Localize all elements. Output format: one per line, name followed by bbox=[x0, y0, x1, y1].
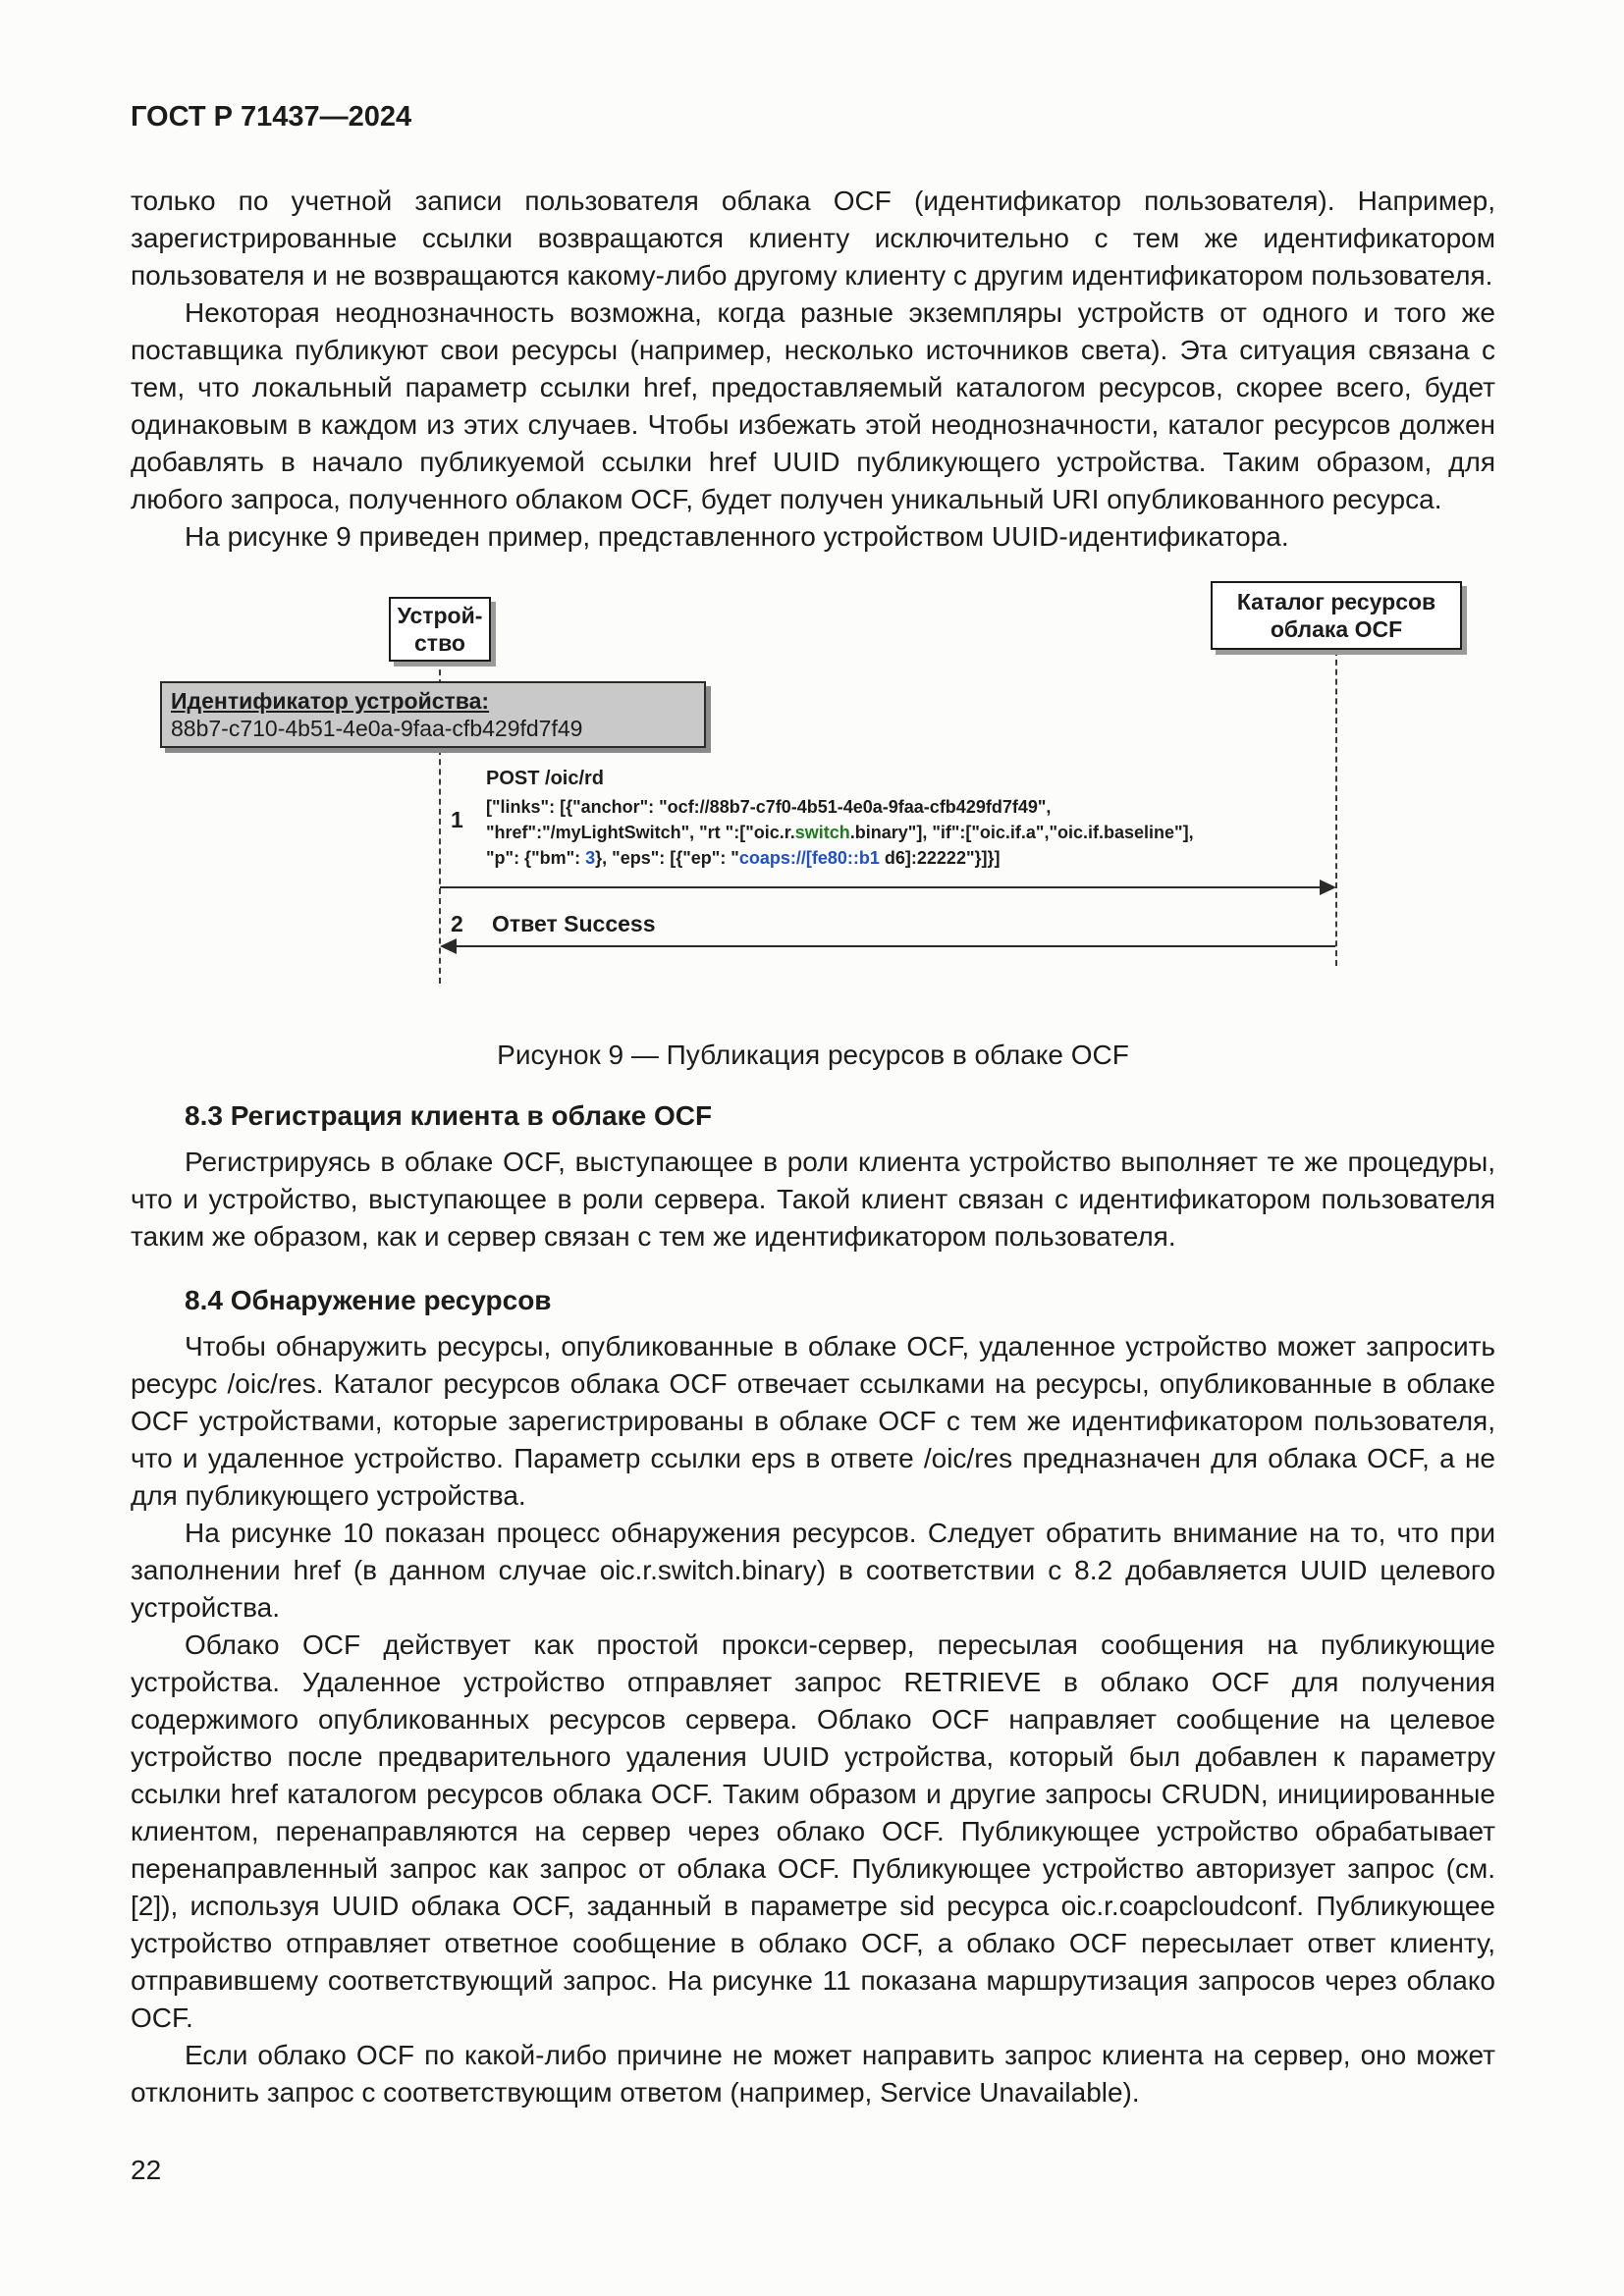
section-8-3-heading: 8.3 Регистрация клиента в облаке OCF bbox=[185, 1100, 713, 1131]
payload-segment: "}]}] bbox=[965, 848, 1001, 868]
device-actor-label-line-1: Устрой- bbox=[397, 603, 483, 628]
device-id-note-uuid: 88b7-c710-4b51-4e0a-9faa-cfb429fd7f49 bbox=[171, 716, 583, 741]
message-1-arrow bbox=[440, 886, 1322, 888]
message-2-label: Ответ Success bbox=[492, 911, 656, 936]
message-1-payload-line-2 bbox=[486, 820, 1340, 845]
message-1-payload-line-1 bbox=[486, 794, 1340, 820]
figure-9-sequence-diagram bbox=[131, 581, 1495, 998]
message-2-arrow bbox=[456, 945, 1335, 947]
device-id-note bbox=[160, 681, 706, 748]
message-2-number: 2 bbox=[451, 911, 463, 936]
section-8-4-paragraph-4: Если облако OCF по какой-либо причине не может направить запрос клиента на сервер, оно может отклонить запрос с соответствующим ответом (например, Service Unavailable). bbox=[131, 2040, 1495, 2108]
message-1-title: POST /oic/rd bbox=[486, 768, 605, 789]
section-8-3-paragraph-1: Регистрируясь в облаке OCF, выступающее в роли клиента устройство выполняет те же процедуры, что и устройство, выступающее в роли сервера. Такой клиент связан с идентификатором пользователя таким же образом, как и сервер связан с тем же идентификатором пользователя. bbox=[131, 1147, 1495, 1252]
payload-segment: d6]:22222 bbox=[879, 848, 966, 868]
catalog-actor-label-line-1: Каталог ресурсов bbox=[1236, 589, 1436, 614]
section-8-4-paragraph-3: Облако OCF действует как простой прокси-сервер, пересылая сообщения на публикующие устройства. Удаленное устройство отправляет запрос RETRIEVE в облако OCF для получения содержимого опубликованных ресурсов сервера. Облако OCF направляет сообщение на целевое устройство после предварительного удаления UUID устройства, который был добавлен к параметру ссылки href каталогом ресурсов облака OCF. Таким образом и другие запросы CRUDN, инициированные клиентом, перенаправляются на сервер через облако OCF. Публикующее устройство обрабатывает перенаправленный запрос как запрос от облака OCF. Публикующее устройство авторизует запрос (см. [2]), используя UUID облака OCF, заданный в параметре sid ресурса oic.r.coapcloudconf. Публикующее устройство отправляет ответное сообщение в облако OCF, а облако OCF пересылает ответ клиенту, отправившему соответствующий запрос. На рисунке 11 показана маршрутизация запросов через облако OCF. bbox=[131, 1629, 1495, 2033]
device-id-note-title: Идентификатор устройства: bbox=[171, 688, 490, 714]
payload-segment: switch bbox=[794, 823, 850, 842]
paragraph-intro-2: Некоторая неоднозначность возможна, когда разные экземпляры устройств от одного и того же поставщика публикуют свои ресурсы (например, несколько источников света). Эта ситуация связана с тем, что локальный параметр ссылки href, предоставляемый каталогом ресурсов, скорее всего, будет одинаковым в каждом из этих случаев. Чтобы избежать этой неоднозначности, каталог ресурсов должен добавлять в начало публикуемой ссылки href UUID публикующего устройства. Таким образом, для любого запроса, полученного облаком OCF, будет получен уникальный URI опубликованного ресурса. bbox=[131, 297, 1495, 514]
section-8-4-paragraph-1: Чтобы обнаружить ресурсы, опубликованные в облаке OCF, удаленное устройство может запросить ресурс /oic/res. Каталог ресурсов облака OCF отвечает ссылками на ресурсы, опубликованные в облаке OCF устройствами, которые зарегистрированы в облаке OCF с тем же идентификатором пользователя, что и удаленное устройство. Параметр ссылки eps в ответе /oic/res предназначен для облака OCF, а не для публикующего устройства. bbox=[131, 1331, 1495, 1511]
message-1-number: 1 bbox=[451, 807, 463, 832]
payload-segment: coaps://[fe80::b1 bbox=[738, 848, 880, 868]
payload-segment: "p": {"bm": bbox=[486, 848, 586, 868]
catalog-actor-box bbox=[1211, 581, 1462, 650]
payload-segment: "href":"/myLightSwitch", "rt ":["oic.r. bbox=[486, 823, 795, 842]
page-number: 22 bbox=[131, 2155, 162, 2185]
page-content bbox=[131, 101, 1495, 2186]
payload-segment: .binary"], "if":["oic.if.a","oic.if.baseline"], bbox=[849, 823, 1194, 842]
payload-segment: }, "eps": [{"ep": " bbox=[595, 848, 739, 868]
figure-9-caption: Рисунок 9 — Публикация ресурсов в облаке OCF bbox=[497, 1040, 1129, 1070]
document-header: ГОСТ Р 71437—2024 bbox=[131, 101, 412, 133]
section-8-4-paragraph-2: На рисунке 10 показан процесс обнаружения ресурсов. Следует обратить внимание на то, что при заполнении href (в данном случае oic.r.switch.binary) в соответствии с 8.2 добавляется UUID целевого устройства. bbox=[131, 1518, 1495, 1623]
paragraph-intro-1: только по учетной записи пользователя облака OCF (идентификатор пользователя). Например, зарегистрированные ссылки возвращаются клиенту исключительно с тем же идентификатором пользователя и не возвращаются какому-либо другому клиенту с другим идентификатором пользователя. bbox=[131, 186, 1495, 291]
paragraph-intro-3: На рисунке 9 приведен пример, представленного устройством UUID-идентификатора. bbox=[185, 521, 1289, 552]
message-1-arrowhead-icon bbox=[1320, 880, 1336, 895]
device-actor-box bbox=[389, 597, 491, 662]
section-8-4-heading: 8.4 Обнаружение ресурсов bbox=[185, 1285, 552, 1315]
message-2-arrowhead-icon bbox=[440, 938, 457, 954]
catalog-actor-label-line-2: облака OCF bbox=[1270, 616, 1403, 642]
payload-segment: 3 bbox=[585, 848, 596, 868]
device-actor-label-line-2: ство bbox=[414, 630, 465, 656]
message-1-block bbox=[486, 768, 1340, 871]
payload-segment: ["links": [{"anchor": "ocf://88b7-c7f0-4b51-4e0a-9faa-cfb429fd7f49", bbox=[486, 797, 1052, 817]
message-1-payload-line-3 bbox=[486, 845, 1340, 871]
